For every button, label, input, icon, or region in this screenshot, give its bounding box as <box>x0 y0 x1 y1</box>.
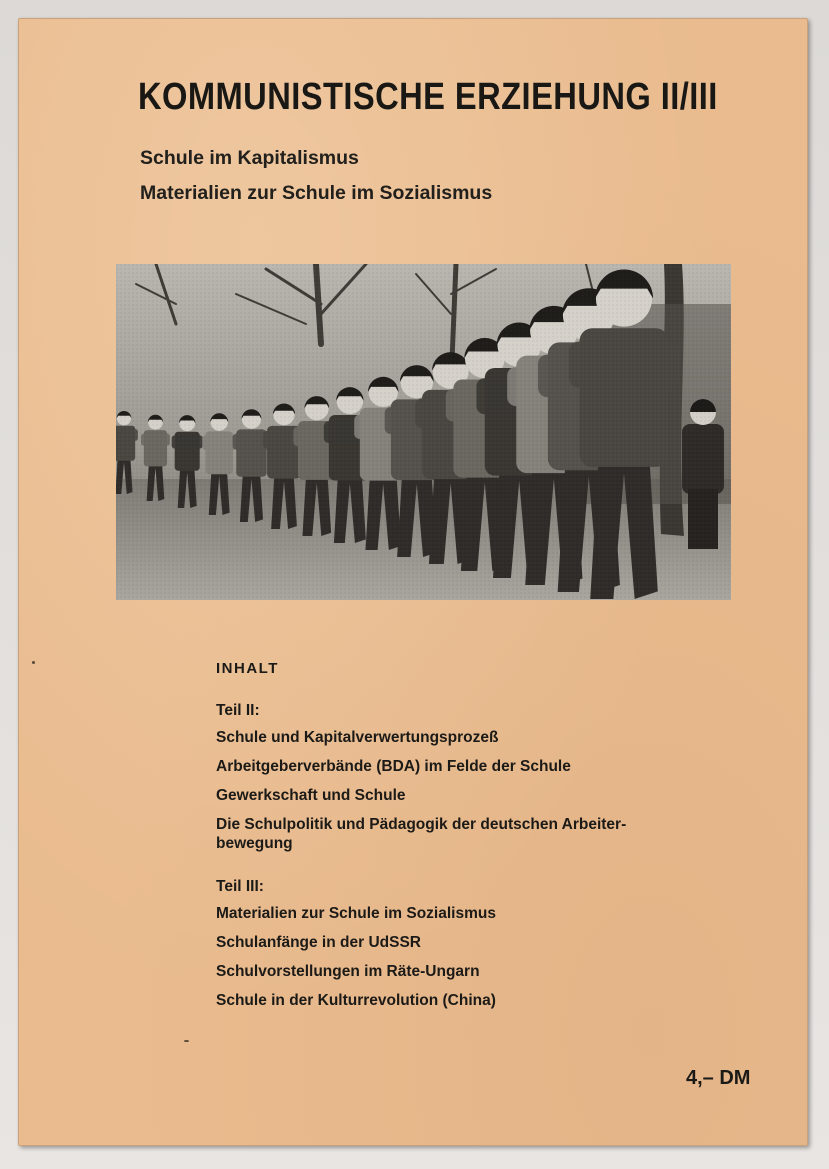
contents-entry: Gewerkschaft und Schule <box>216 787 406 804</box>
cover-title: KOMMUNISTISCHE ERZIEHUNG II/III <box>138 76 718 118</box>
cover-subtitle-2: Materialien zur Schule im Sozialismus <box>140 182 493 204</box>
part-3-heading: Teil III: <box>216 878 264 895</box>
part-2-heading: Teil II: <box>216 702 260 719</box>
contents-entry: Schulanfänge in der UdSSR <box>216 934 421 951</box>
contents-entry: Schulvorstellungen im Räte-Ungarn <box>216 963 480 980</box>
contents-entry: Arbeitgeberverbände (BDA) im Felde der Schule <box>216 758 571 775</box>
contents-entry: Die Schulpolitik und Pädagogik der deutschen Arbeiter- bewegung <box>216 816 627 852</box>
book-cover <box>18 18 808 1146</box>
contents-heading: INHALT <box>216 660 279 677</box>
paper-speck <box>184 1040 189 1042</box>
contents-entry: Schule in der Kulturrevolution (China) <box>216 992 496 1009</box>
marching-children-photo <box>116 264 731 600</box>
cover-photo <box>116 264 731 600</box>
price-label: 4,– DM <box>686 1067 751 1089</box>
contents-entry: Schule und Kapitalverwertungsprozeß <box>216 729 499 746</box>
paper-speck <box>32 661 35 664</box>
table-of-contents <box>216 660 776 1020</box>
contents-entry: Materialien zur Schule im Sozialismus <box>216 905 496 922</box>
cover-subtitle-1: Schule im Kapitalismus <box>140 147 359 169</box>
